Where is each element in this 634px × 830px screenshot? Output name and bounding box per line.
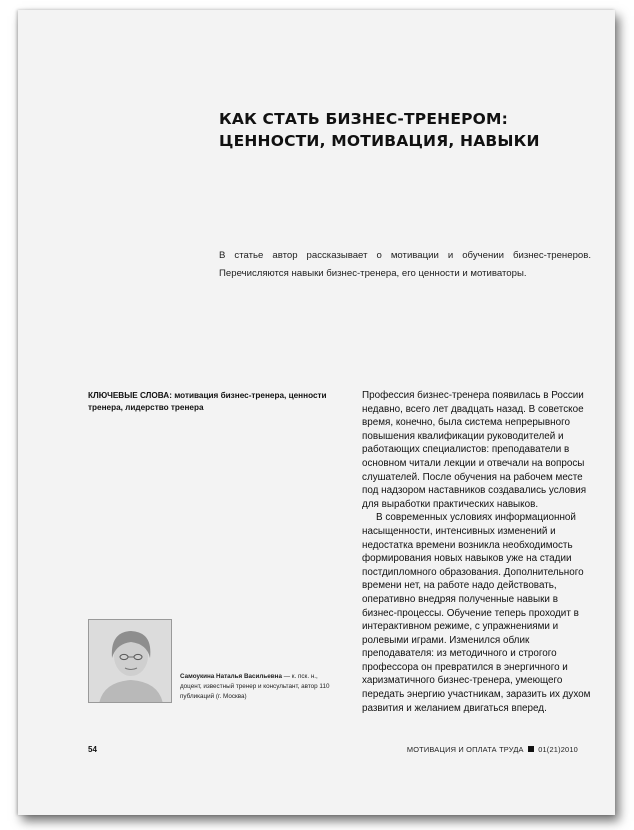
keywords-block [88,390,328,413]
body-paragraph: В современных условиях информационной насыщенности, интенсивных изменений и недостатка времени возникла необходимость формирования новых навыков уже на стадии постдипломного образования. Дополнительного времени нет, на работе надо действовать, оперативно внедряя полученные навыки в бизнес-процессы. Обучение теперь проходит в интерактивном режиме, с упражнениями и ролевыми играми. Изменился облик преподавателя: из методичного и строгого профессора он превратился в энергичного и харизматичного бизнес-тренера, умеющего передать энергию участникам, заразить их духом развития и желанием двигаться вперед. [362,512,591,714]
body-paragraph: Профессия бизнес-тренера появилась в России недавно, всего лет двадцать назад. В советское время, конечно, была система непрерывного повышения квалификации руководителей и работающих специалистов: преподаватели в основном читали лекции и отвечали на вопросы слушателей. После обучения на рабочем месте под надзором наставников создавались условия для выработки практических навыков. [362,390,587,510]
author-photo [88,619,172,703]
journal-name: МОТИВАЦИЯ И ОПЛАТА ТРУДА [406,745,524,754]
author-portrait-image [89,620,172,703]
journal-footer [407,745,578,754]
article-title: КАК СТАТЬ БИЗНЕС-ТРЕНЕРОМ: ЦЕННОСТИ, МОТИВАЦИЯ, НАВЫКИ [219,110,540,150]
author-info [180,672,340,702]
issue-number: 01(21)2010 [538,745,578,754]
magazine-page [18,10,615,815]
keywords-list: мотивация бизнес-тренера, ценности тренера, лидерство тренера [88,391,327,412]
square-separator-icon [528,746,534,752]
page-number: 54 [88,745,97,754]
article-body [362,389,594,715]
author-name: Самоукина Наталья Васильевна [180,673,282,680]
article-abstract: В статье автор рассказывает о мотивации и обучении бизнес-тренеров. Перечисляются навыки бизнес-тренера, его ценности и мотиваторы. [219,250,591,279]
author-bio: — к. пск. н., доцент, известный тренер и консультант, автор 110 публикаций (г. Москва) [180,673,330,700]
keywords-label: КЛЮЧЕВЫЕ СЛОВА: [88,391,172,400]
